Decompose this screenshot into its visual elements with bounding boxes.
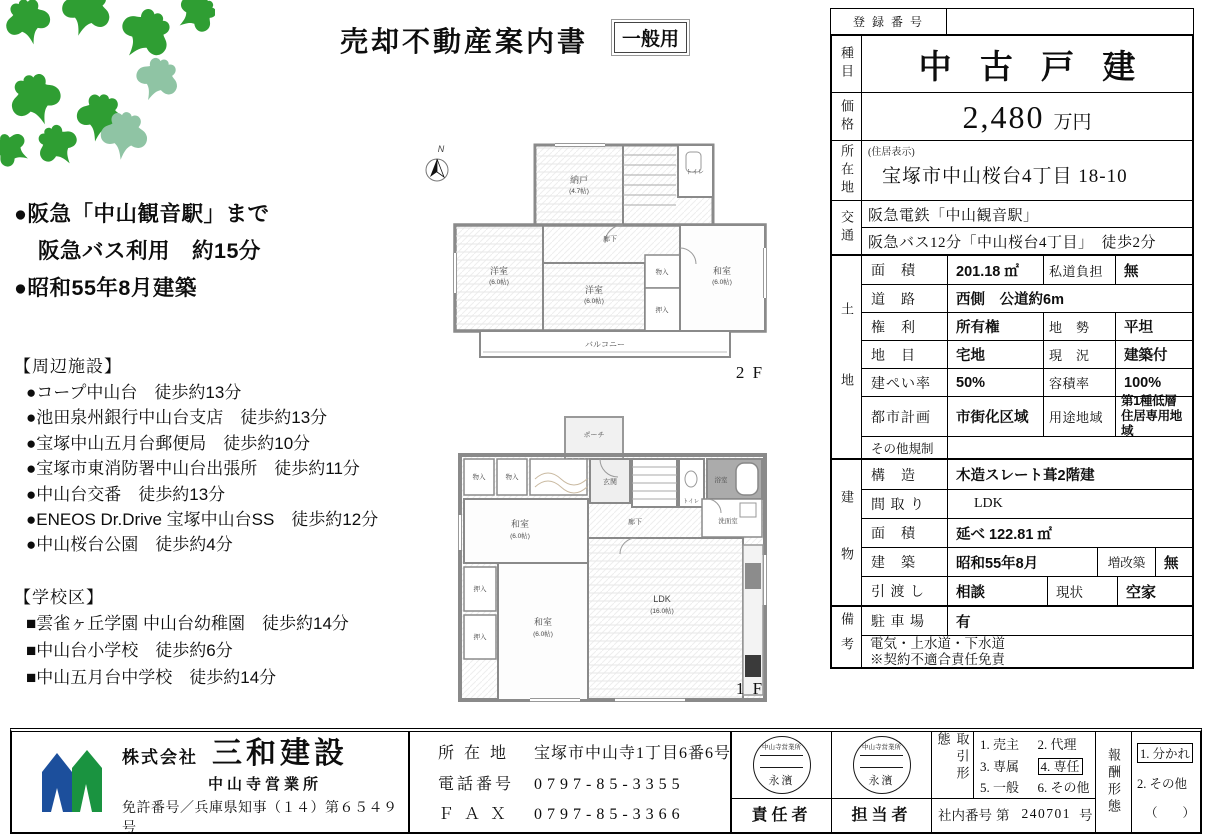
list-item: ●池田泉州銀行中山台支店 徒歩約13分 (26, 408, 328, 428)
access-notes (14, 196, 434, 307)
price-unit: 万円 (1053, 112, 1092, 133)
svg-text:(16.0帖): (16.0帖) (650, 608, 674, 615)
fax-row (438, 801, 730, 824)
land-label: 土地 (832, 256, 862, 458)
stamp-office-text: 中山寺営業所 (762, 744, 801, 751)
access-line-2: 阪急バス利用 約15分 (38, 239, 261, 263)
internal-number-row (932, 798, 1095, 828)
access-line-1: ●阪急「中山観音駅」まで (14, 202, 270, 226)
internal-number-label: 社内番号 (938, 807, 992, 823)
other-regulation-key: その他規制 (862, 437, 948, 458)
contact-section (410, 732, 732, 832)
price-number: 2,480 (962, 99, 1045, 135)
address-label: 所在地 (832, 141, 862, 200)
schools-heading: 【学校区】 (14, 588, 104, 607)
registration-value (947, 9, 1193, 34)
stamp-name-text: 永濱 (768, 775, 795, 787)
svg-text:バルコニー: バルコニー (585, 340, 625, 349)
svg-text:N: N (437, 144, 445, 154)
list-item: ●コープ中山台 徒歩約13分 (26, 383, 242, 402)
company-prefix: 株式会社 (122, 747, 198, 767)
stamp-divider (860, 755, 903, 768)
fax-key: Ｆ Ａ Ｘ (438, 806, 510, 824)
structure-value: 木造スレート葺2階建 (956, 468, 1095, 484)
terrain-key: 地 勢 (1044, 313, 1116, 340)
list-item: ●中山台交番 徒歩約13分 (26, 484, 226, 504)
svg-text:(6.0帖): (6.0帖) (510, 533, 530, 540)
rights-key: 権 利 (862, 313, 948, 340)
svg-text:(6.0帖): (6.0帖) (489, 279, 509, 286)
status-key: 現状 (1048, 577, 1118, 605)
svg-text:和室: 和室 (510, 519, 530, 529)
remarks-notes (862, 636, 1192, 667)
remarks-section (832, 605, 1192, 667)
staff-column (832, 732, 932, 832)
svg-text:(6.0帖): (6.0帖) (712, 279, 732, 286)
floor-label-1f: 1 F (735, 679, 765, 698)
list-item: ●ENEOS Dr.Drive 宝塚中山台SS 徒歩約12分 (26, 510, 379, 530)
layout-key: 間 取 り (862, 490, 948, 518)
remarks-note-2: ※契約不適合責任免責 (870, 651, 1005, 667)
zoning-key: 用途地域 (1044, 397, 1116, 436)
fp2-walls (455, 145, 765, 357)
internal-number-value: 240701 (1021, 805, 1071, 821)
svg-text:押入: 押入 (473, 634, 487, 641)
coverage-key: 建ぺい率 (862, 369, 948, 396)
trade-option-selected (1038, 756, 1096, 775)
type-row (832, 36, 1192, 92)
building-area-value: 延べ 122.81 ㎡ (956, 526, 1052, 543)
fee-option-selected-text: 1. 分かれ (1137, 743, 1193, 763)
svg-text:押入: 押入 (473, 586, 487, 593)
coverage-value: 50% (948, 369, 1044, 396)
office-address-row (438, 740, 730, 763)
traffic-line-1: 阪急電鉄「中山観音駅」 (868, 207, 1039, 224)
land-category-value: 宅地 (948, 341, 1044, 368)
stamp-divider (760, 755, 803, 768)
land-area-value: 201.18 ㎡ (948, 256, 1044, 284)
svg-text:(6.0帖): (6.0帖) (584, 298, 604, 305)
svg-text:洋室: 洋室 (489, 266, 509, 276)
svg-text:ポーチ: ポーチ (583, 432, 605, 439)
svg-text:(4.7帖): (4.7帖) (569, 188, 589, 195)
nearby-list (14, 380, 444, 558)
svg-text:トイレ: トイレ (682, 499, 700, 505)
svg-text:和室: 和室 (533, 617, 553, 627)
parking-value: 有 (956, 614, 971, 631)
registration-row (830, 8, 1194, 34)
hanko-stamp (853, 736, 911, 794)
structure-key: 構 造 (862, 460, 948, 489)
traffic-line-2: 阪急バス12分「中山桜台4丁目」 徒歩2分 (862, 227, 1192, 254)
trade-option: 3. 専属 (980, 758, 1020, 774)
address-note: (住居表示) (868, 147, 915, 158)
svg-text:廊下: 廊下 (603, 236, 617, 243)
trade-type-label: 取引形態 (932, 732, 974, 798)
leaf-decoration (0, 0, 215, 175)
type-label: 種目 (832, 36, 862, 92)
land-area-key: 面 積 (862, 256, 948, 284)
building-section (832, 458, 1192, 605)
svg-text:トイレ: トイレ (686, 170, 704, 176)
rights-value: 所有権 (948, 313, 1044, 340)
remarks-label: 備考 (832, 607, 862, 667)
company-name: 三和建設 (212, 736, 348, 770)
compass-icon (426, 144, 448, 181)
phone-value: 0797-85-3355 (534, 775, 685, 793)
branch-name: 中山寺営業所 (207, 776, 322, 793)
access-line-3: ●昭和55年8月建築 (14, 276, 197, 300)
parking-key: 駐 車 場 (862, 607, 948, 635)
private-road-value: 無 (1124, 263, 1139, 280)
trade-option: 5. 一般 (980, 779, 1020, 795)
type-value: 中 古 戸 建 (918, 49, 1146, 86)
office-address-key: 所 在 地 (438, 744, 510, 762)
trade-type-options (974, 732, 1095, 798)
status-value: 空家 (1126, 583, 1157, 601)
page-title-area (340, 20, 687, 60)
office-address-value: 宝塚市中山寺1丁目6番6号 (534, 744, 732, 762)
trade-option: 6. その他 (1037, 779, 1090, 795)
title-badge: 一般用 (614, 22, 687, 53)
trade-option-selected-text: 4. 専任 (1038, 758, 1083, 775)
staff-label: 担当者 (832, 798, 931, 828)
built-key: 建 築 (862, 548, 948, 576)
list-item: ●宝塚中山五月台郵便局 徒歩約10分 (26, 433, 311, 453)
built-value: 昭和55年8月 (948, 548, 1098, 576)
trade-type-block (932, 732, 1096, 832)
floor-label-2f: 2 F (735, 363, 765, 382)
svg-text:洋室: 洋室 (584, 285, 604, 295)
building-area-key: 面 積 (862, 519, 948, 547)
city-plan-key: 都市計画 (862, 397, 948, 436)
private-road-key: 私道負担 (1044, 256, 1116, 284)
floorplan-2f (420, 128, 832, 396)
road-value: 西側 公道約6m (956, 292, 1064, 308)
svg-text:物入: 物入 (505, 474, 519, 481)
list-item: ■中山台小学校 徒歩約6分 (26, 641, 233, 660)
far-value: 100% (1124, 374, 1162, 391)
price-label: 価格 (832, 93, 862, 140)
svg-text:LDK: LDK (653, 594, 671, 604)
property-spec-table (830, 8, 1194, 669)
city-plan-value: 市街化区域 (948, 397, 1044, 436)
nearby-heading: 【周辺施設】 (14, 357, 122, 376)
trade-option: 1. 売主 (980, 737, 1020, 753)
fee-type-options (1132, 732, 1200, 832)
registration-label: 登 録 番 号 (831, 9, 947, 34)
zoning-value-line2: 住居専用地域 (1121, 409, 1183, 438)
page-title: 売却不動産案内書 (340, 27, 589, 58)
license-number: 免許番号／兵庫県知事（１４）第６５４９号 (122, 800, 398, 836)
handover-key: 引 渡 し (862, 577, 948, 605)
layout-value: LDK (974, 496, 1003, 511)
trade-option: 2. 代理 (1037, 737, 1077, 753)
svg-text:物入: 物入 (472, 474, 486, 481)
price-row (832, 92, 1192, 140)
internal-number-suffix: 号 (1079, 807, 1093, 823)
terrain-value: 平坦 (1124, 320, 1153, 336)
list-item: ●宝塚市東消防署中山台出張所 徒歩約11分 (26, 459, 360, 479)
responsible-label: 責任者 (732, 798, 831, 828)
company-footer (10, 728, 1202, 834)
extension-value: 無 (1164, 555, 1179, 572)
company-text (122, 728, 408, 836)
fp1-walls (460, 417, 765, 700)
remarks-note-1: 電気・上水道・下水道 (870, 635, 1005, 651)
stamps-and-trade-section (732, 732, 1200, 832)
price-value (862, 93, 1192, 140)
svg-text:廊下: 廊下 (628, 519, 642, 526)
svg-text:洗面室: 洗面室 (718, 518, 738, 525)
extension-key: 増改築 (1098, 548, 1156, 576)
address-value (862, 141, 1192, 200)
hanko-stamp (753, 736, 811, 794)
fax-value: 0797-85-3366 (534, 806, 685, 824)
svg-text:和室: 和室 (712, 266, 732, 276)
building-label: 建物 (832, 460, 862, 605)
company-section (12, 732, 410, 836)
schools-list (14, 610, 444, 691)
other-regulation-value (948, 437, 1192, 458)
land-category-key: 地 目 (862, 341, 948, 368)
svg-text:玄関: 玄関 (603, 479, 617, 486)
stamp-office-text: 中山寺営業所 (862, 744, 901, 751)
fee-option-blank: （ ） (1145, 806, 1196, 820)
road-key: 道 路 (862, 285, 948, 312)
zoning-value (1116, 394, 1192, 438)
phone-row (438, 771, 730, 794)
fee-option: 2. その他 (1137, 777, 1188, 791)
handover-value: 相談 (948, 577, 1048, 605)
svg-text:(6.0帖): (6.0帖) (533, 631, 553, 638)
current-state-key: 現 況 (1044, 341, 1116, 368)
traffic-row (832, 200, 1192, 254)
current-state-value: 建築付 (1124, 348, 1168, 364)
fee-option-selected (1137, 743, 1200, 763)
phone-key: 電話番号 (438, 775, 515, 793)
leaf-cluster (0, 0, 215, 175)
traffic-label: 交通 (832, 201, 862, 254)
svg-text:押入: 押入 (655, 307, 669, 314)
zoning-value-line1: 第1種低層 (1121, 394, 1177, 408)
land-section (832, 254, 1192, 458)
stamp-name-text: 永濱 (868, 775, 895, 787)
list-item: ■中山五月台中学校 徒歩約14分 (26, 668, 277, 687)
address-text: 宝塚市中山桜台4丁目 18-10 (882, 166, 1128, 187)
svg-text:物入: 物入 (655, 269, 669, 276)
company-logo (40, 748, 106, 816)
svg-text:納戸: 納戸 (569, 175, 589, 185)
floorplan-1f (440, 405, 780, 705)
address-row (832, 140, 1192, 200)
fee-type-label: 報酬形態 (1096, 732, 1132, 832)
far-key: 容積率 (1044, 369, 1116, 396)
internal-number-prefix: 第 (996, 807, 1010, 823)
list-item: ■雲雀ヶ丘学園 中山台幼稚園 徒歩約14分 (26, 614, 349, 633)
svg-text:浴室: 浴室 (714, 477, 728, 484)
responsible-column (732, 732, 832, 832)
list-item: ●中山桜台公園 徒歩約4分 (26, 535, 233, 555)
